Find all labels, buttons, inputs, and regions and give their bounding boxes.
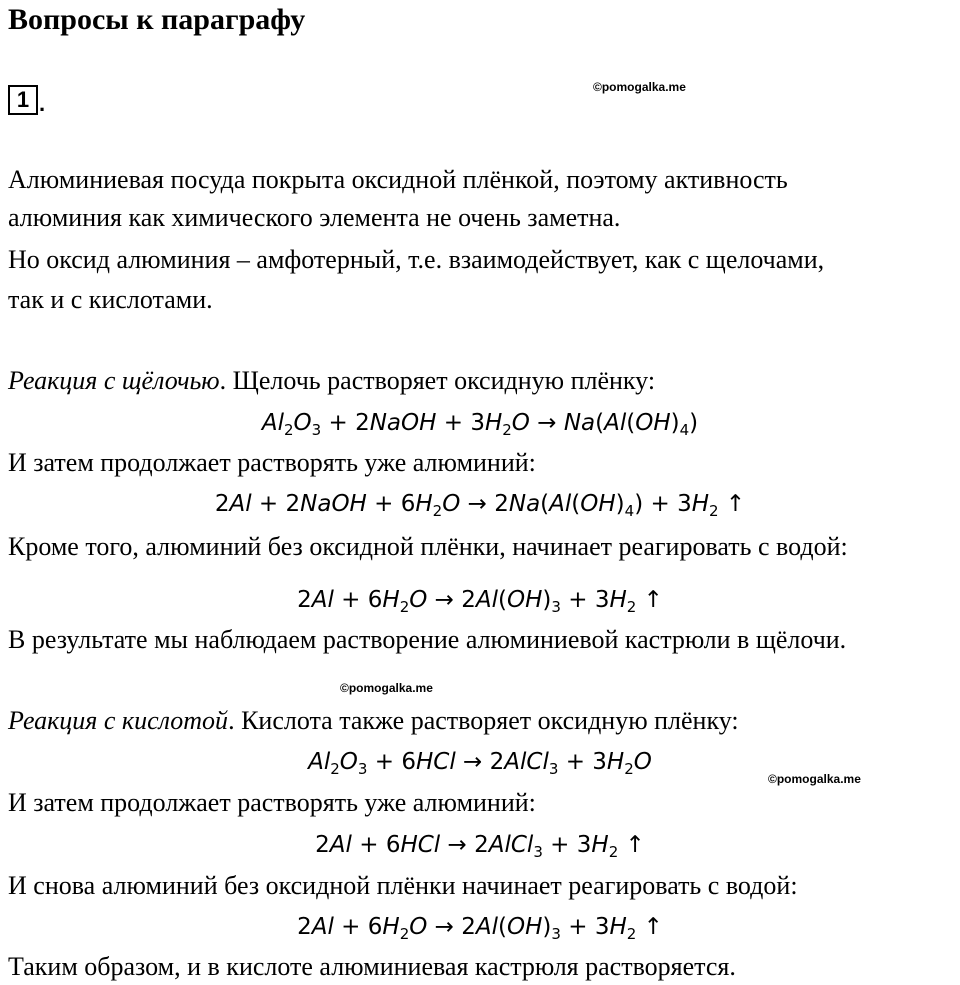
acid-text-4: Таким образом, и в кислоте алюминиевая кастрюля растворяется. [8,952,736,981]
alkali-equation-1: $Al_2O_3$ + 2NaOH + $3H_2O \to Na(Al(OH)_4)$ [261,410,699,439]
acid-text-3: И снова алюминий без оксидной плёнки начинает реагировать с водой: [8,871,798,900]
acid-intro [8,704,739,738]
acid-equation-3: $2Al + 6H_2O \to 2Al(OH)_3 + 3H_2$ ↑ [297,914,663,943]
watermark: ©pomogalka.me [340,681,433,695]
alkali-text-2: И затем продолжает растворять уже алюминий: [8,448,536,477]
intro-line-2: алюминия как химического элемента не очень заметна. [8,203,621,232]
intro-line-4: так и с кислотами. [8,285,213,314]
question-number-dot: . [39,91,46,116]
acid-equation-1: $Al_2O_3 + 6HCl$ → 2AlCl$_3$ + $3H_2O$ [308,749,652,778]
intro-line-3: Но оксид алюминия – амфотерный, т.е. взаимодействует, как с щелочами, [8,245,825,274]
question-number [8,85,45,115]
acid-equation-2: 2Al + 6HCl → 2AlCl$_3$ + $3H_2$ ↑ [315,832,645,861]
watermark: ©pomogalka.me [768,772,861,786]
alkali-title: Реакция с щёлочью [8,366,220,395]
acid-title-suffix: . Кислота также растворяет оксидную плёнку: [228,706,739,735]
alkali-text-3: Кроме того, алюминий без оксидной плёнки, начинает реагировать с водой: [8,532,848,561]
alkali-equation-2: 2Al + 2NaOH + $6H_2O \to 2Na(Al(OH)_4) + 3H_2$ ↑ [214,491,746,520]
question-number-box: 1 [8,85,38,115]
intro-line-1: Алюминиевая посуда покрыта оксидной плёнкой, поэтому активность [8,165,788,194]
alkali-equation-3: $2Al + 6H_2O \to 2Al(OH)_3 + 3H_2$ ↑ [297,587,663,616]
section-heading: Вопросы к параграфу [8,3,306,36]
alkali-text-4: В результате мы наблюдаем растворение алюминиевой кастрюли в щёлочи. [8,625,847,654]
acid-title: Реакция с кислотой [8,706,229,735]
alkali-title-suffix: . Щелочь растворяет оксидную плёнку: [219,366,656,395]
watermark: ©pomogalka.me [593,80,686,94]
acid-text-2: И затем продолжает растворять уже алюминий: [8,788,536,817]
alkali-intro [8,364,655,398]
